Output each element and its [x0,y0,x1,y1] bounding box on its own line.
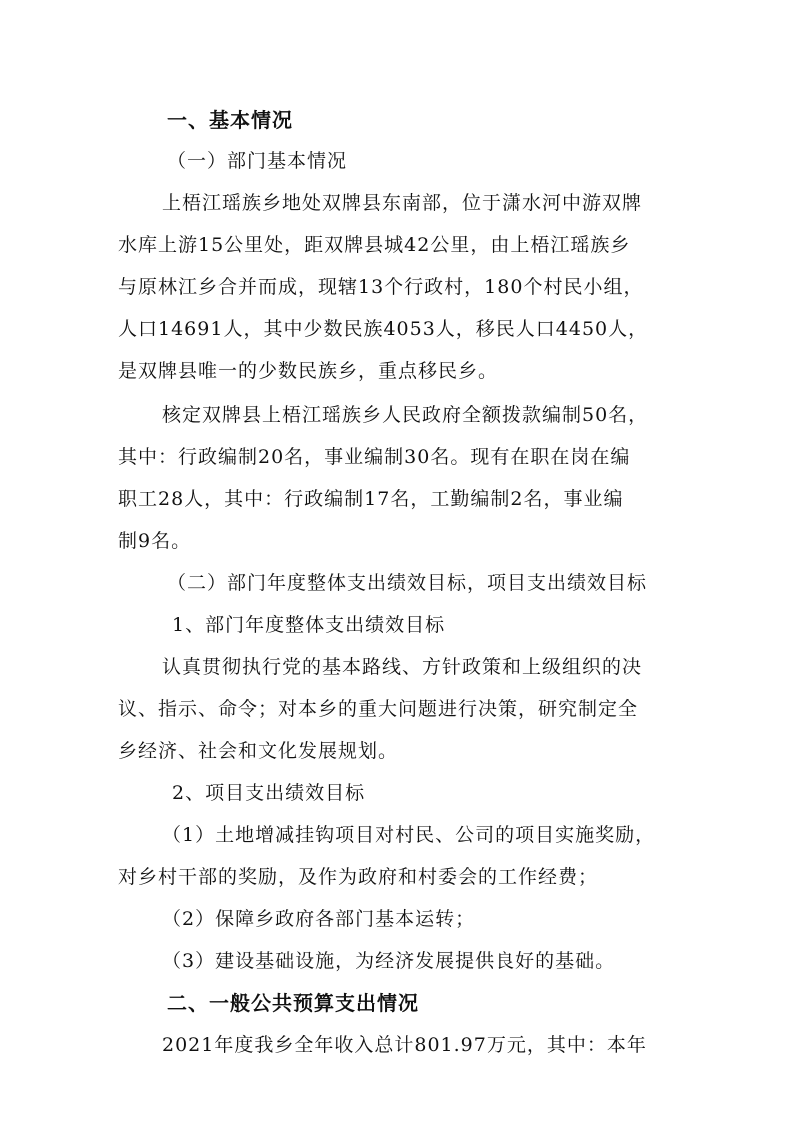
paragraph-line: 水库上游15公里处，距双牌县城42公里，由上梧江瑶族乡 [118,234,631,256]
subsection-title-department-info: （一）部门基本情况 [167,150,348,172]
section-heading-budget-expenditure: 二、一般公共预算支出情况 [167,991,419,1015]
section-heading-basic-info: 一、基本情况 [167,108,293,132]
paragraph-line: 认真贯彻执行党的基本路线、方针政策和上级组织的决 [162,656,643,678]
paragraph-line: 是双牌县唯一的少数民族乡，重点移民乡。 [118,360,499,382]
item-title-project-expenditure: 2、项目支出绩效目标 [172,782,366,804]
paragraph-line: 其中：行政编制20名，事业编制30名。现有在职在岗在编 [118,446,631,468]
paragraph-line: 上梧江瑶族乡地处双牌县东南部，位于潇水河中游双牌 [162,192,643,214]
paragraph-line: 人口14691人，其中少数民族4053人，移民人口4450人， [118,318,649,340]
subsection-title-performance-goals: （二）部门年度整体支出绩效目标，项目支出绩效目标 [167,572,648,594]
paragraph-line: 与原林江乡合并而成，现辖13个行政村，180个村民小组， [118,276,644,298]
paragraph-line: 核定双牌县上梧江瑶族乡人民政府全额拨款编制50名， [162,404,649,426]
paragraph-annual-income: 2021年度我乡全年收入总计801.97万元，其中：本年 [162,1034,647,1056]
item-title-overall-expenditure: 1、部门年度整体支出绩效目标 [172,614,446,636]
paragraph-project-goal-2: （2）保障乡政府各部门基本运转； [162,908,476,930]
paragraph-line: 乡经济、社会和文化发展规划。 [118,740,399,762]
paragraph-project-goal-3: （3）建设基础设施，为经济发展提供良好的基础。 [162,950,616,972]
paragraph-line: 议、指示、命令；对本乡的重大问题进行决策，研究制定全 [118,698,639,720]
paragraph-line: （1）土地增减挂钩项目对村民、公司的项目实施奖励， [162,824,656,846]
paragraph-line: 对乡村干部的奖励，及作为政府和村委会的工作经费； [118,866,599,888]
paragraph-line: 制9名。 [118,530,192,552]
paragraph-line: 职工28人，其中：行政编制17名，工勤编制2名，事业编 [118,488,624,510]
